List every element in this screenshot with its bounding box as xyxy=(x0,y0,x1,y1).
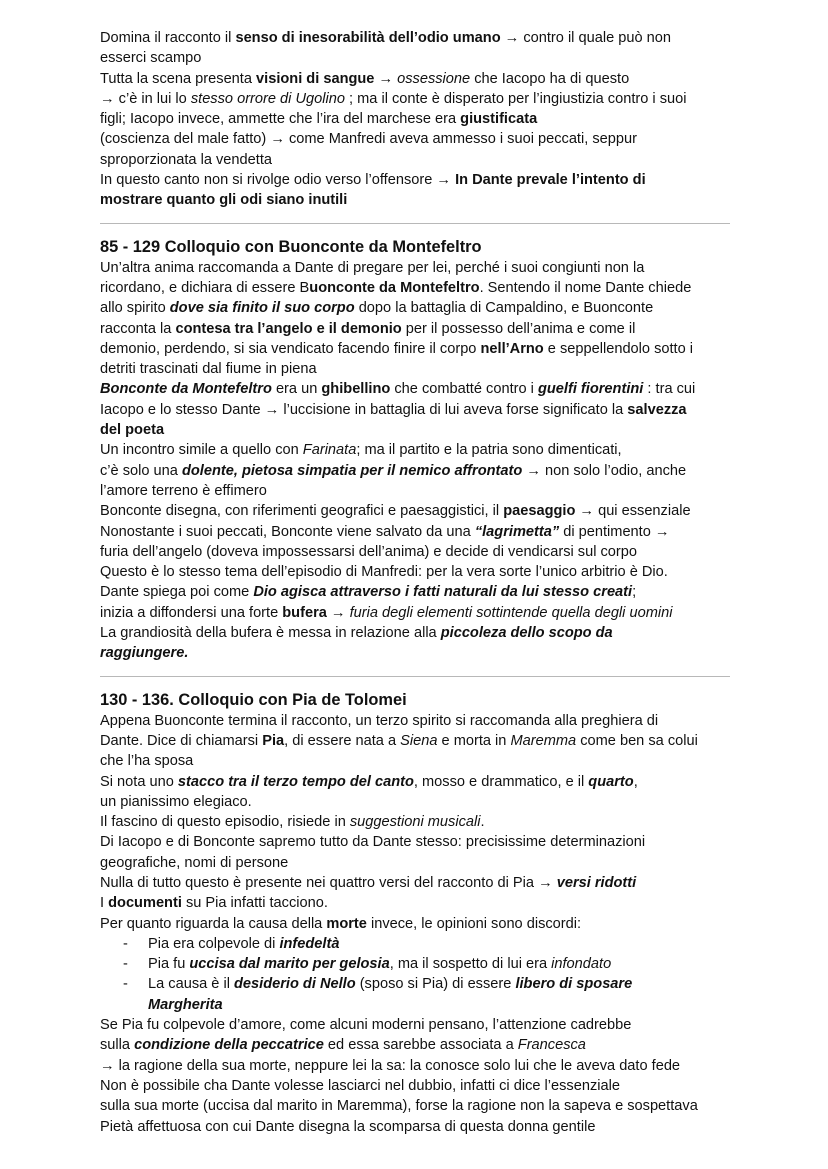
emphasis-text: giustificata xyxy=(460,111,538,128)
text-run: Dante spiega poi come xyxy=(100,584,254,601)
text-run: Appena Buonconte termina il racconto, un terzo spirito si raccomanda alla preghiera di xyxy=(100,712,659,729)
text-run: figli; Iacopo invece, ammette che l’ira del marchese era xyxy=(100,111,461,128)
text-run: La causa è il xyxy=(148,976,234,993)
text-run: Dante. Dice di chiamarsi xyxy=(100,732,263,749)
list-item xyxy=(100,995,730,1015)
bullet-dash: - xyxy=(123,976,128,993)
text-run: dopo la battaglia di Campaldino, e Buonconte xyxy=(354,300,654,317)
text-run: Pia fu xyxy=(148,956,190,973)
text-run: come ben sa colui xyxy=(576,732,698,749)
emphasis-text: infedeltà xyxy=(279,935,340,952)
text-run: , mosso e drammatico, e il xyxy=(413,773,589,790)
text-line xyxy=(100,298,730,318)
text-run: che Iacopo ha di questo xyxy=(470,70,630,87)
text-run: → qui essenziale xyxy=(575,503,691,520)
text-run: c’è solo una xyxy=(100,462,182,479)
section-heading: 85 - 129 Colloquio con Buonconte da Montefeltro xyxy=(100,237,482,256)
emphasis-text: libero di sposare xyxy=(515,976,633,993)
emphasis-text: senso di inesorabilità dell’odio umano xyxy=(235,30,501,46)
emphasis-text: uccisa dal marito per gelosia xyxy=(189,956,390,973)
emphasis-text: contesa tra l’angelo e il demonio xyxy=(175,320,402,337)
text-run: → contro il quale può non xyxy=(500,30,671,46)
text-run: demonio, perdendo, si sia vendicato facendo finire il corpo xyxy=(100,340,481,357)
text-run: e morta in xyxy=(437,732,511,749)
emphasis-text: Margherita xyxy=(148,996,223,1013)
text-run: che combatté contro i xyxy=(390,381,538,398)
bullet-dash: - xyxy=(123,956,128,973)
text-run: , ma il sospetto di lui era xyxy=(389,956,552,973)
text-line xyxy=(100,643,730,663)
text-run: esserci scampo xyxy=(100,50,202,67)
emphasis-text: Pia xyxy=(262,732,285,749)
text-run: → xyxy=(374,70,398,87)
bullet-dash: - xyxy=(123,935,128,952)
text-line xyxy=(100,711,730,731)
list-item xyxy=(100,934,730,954)
emphasis-text: quarto xyxy=(588,773,634,790)
text-line xyxy=(100,420,730,440)
text-run: sproporzionata la vendetta xyxy=(100,151,272,168)
emphasis-text: Farinata xyxy=(302,442,357,459)
text-line xyxy=(100,109,730,129)
text-run: Non è possibile cha Dante volesse lasciarci nel dubbio, infatti ci dice l’essenziale xyxy=(100,1077,620,1094)
text-run: ed essa sarebbe associata a xyxy=(323,1037,518,1054)
emphasis-text: ghibellino xyxy=(321,381,391,398)
text-line xyxy=(100,278,730,298)
emphasis-text: uonconte da Montefeltro xyxy=(309,279,480,296)
text-run: La grandiosità della bufera è messa in relazione alla xyxy=(100,625,441,642)
text-run: e seppellendolo sotto i xyxy=(543,340,694,357)
text-run: , xyxy=(633,773,638,790)
section-divider xyxy=(100,676,730,677)
emphasis-text: documenti xyxy=(108,895,182,912)
emphasis-text: infondato xyxy=(551,956,612,973)
emphasis-text: bufera xyxy=(282,604,327,621)
text-run: Iacopo e lo stesso Dante → l’uccisione in battaglia di lui aveva forse significato la xyxy=(100,401,628,418)
text-run: Un’altra anima raccomanda a Dante di pregare per lei, perché i suoi congiunti non la xyxy=(100,259,645,276)
text-run: → xyxy=(326,604,350,621)
text-run: (coscienza del male fatto) → come Manfredi aveva ammesso i suoi peccati, seppur xyxy=(100,131,637,148)
text-line xyxy=(100,339,730,359)
text-line xyxy=(100,501,730,521)
text-line xyxy=(100,190,730,210)
emphasis-text: visioni di sangue xyxy=(256,70,375,87)
text-line xyxy=(100,170,730,190)
emphasis-text: suggestioni musicali xyxy=(349,814,481,831)
emphasis-text: paesaggio xyxy=(503,503,576,520)
text-run: di pentimento → xyxy=(559,523,670,540)
text-line xyxy=(100,379,730,399)
emphasis-text: versi ridotti xyxy=(556,874,637,891)
text-run: ricordano, e dichiara di essere B xyxy=(100,279,310,296)
text-run: Questo è lo stesso tema dell’episodio di Manfredi: per la vera sorte l’unico arbitrio è Dio. xyxy=(100,564,668,581)
text-run: detriti trascinati dal fiume in piena xyxy=(100,361,317,378)
emphasis-text: guelfi fiorentini xyxy=(537,381,644,398)
text-run: . xyxy=(480,814,485,831)
text-line xyxy=(100,1076,730,1096)
text-line xyxy=(100,731,730,751)
text-run: invece, le opinioni sono discordi: xyxy=(366,915,582,932)
text-run: Pia era colpevole di xyxy=(148,935,280,952)
text-run: Nonostante i suoi peccati, Bonconte viene salvato da una xyxy=(100,523,475,540)
emphasis-text: In Dante prevale l’intento di xyxy=(455,172,646,189)
text-run: Bonconte disegna, con riferimenti geografici e paesaggistici, il xyxy=(100,503,504,520)
emphasis-text: dolente, pietosa simpatia per il nemico affrontato xyxy=(181,462,523,479)
text-line xyxy=(100,603,730,623)
text-line xyxy=(100,129,730,149)
emphasis-text: Siena xyxy=(400,732,438,749)
text-run: Se Pia fu colpevole d’amore, come alcuni moderni pensano, l’attenzione cadrebbe xyxy=(100,1017,632,1034)
text-line xyxy=(100,481,730,501)
text-line xyxy=(100,562,730,582)
section-buonconte xyxy=(100,236,730,664)
text-line xyxy=(100,1117,730,1137)
text-run: → la ragione della sua morte, neppure lei la sa: la conosce solo lui che le aveva dato fede xyxy=(100,1057,681,1074)
text-line xyxy=(100,914,730,934)
emphasis-text: desiderio di Nello xyxy=(234,976,356,993)
text-line xyxy=(100,89,730,109)
text-line xyxy=(100,48,730,68)
text-run: sulla sua morte (uccisa dal marito in Maremma), forse la ragione non la sapeva e sospettava xyxy=(100,1098,698,1115)
text-run: Nulla di tutto questo è presente nei quattro versi del racconto di Pia → xyxy=(100,874,557,891)
text-line xyxy=(100,1056,730,1076)
text-line xyxy=(100,258,730,278)
text-run: racconta la xyxy=(100,320,176,337)
text-run: Domina il racconto il xyxy=(100,30,236,46)
emphasis-text: del poeta xyxy=(100,422,165,439)
text-run: , di essere nata a xyxy=(284,732,401,749)
text-run: In questo canto non si rivolge odio verso l’offensore → xyxy=(100,172,456,189)
text-line xyxy=(100,69,730,89)
text-line xyxy=(100,319,730,339)
list-item xyxy=(100,954,730,974)
text-run: Tutta la scena presenta xyxy=(100,70,257,87)
text-run: ; xyxy=(632,584,637,601)
emphasis-text: “lagrimetta” xyxy=(474,523,560,540)
text-run: su Pia infatti tacciono. xyxy=(181,895,328,912)
emphasis-text: ossessione xyxy=(397,70,471,87)
text-line xyxy=(100,1035,730,1055)
section-heading: 130 - 136. Colloquio con Pia de Tolomei xyxy=(100,690,407,709)
text-line xyxy=(100,522,730,542)
text-run: un pianissimo elegiaco. xyxy=(100,793,252,810)
text-line xyxy=(100,1096,730,1116)
emphasis-text: mostrare quanto gli odi siano inutili xyxy=(100,192,348,209)
text-line xyxy=(100,623,730,643)
emphasis-text: raggiungere. xyxy=(100,645,189,662)
text-run: (sposo si Pia) di essere xyxy=(355,976,516,993)
text-line xyxy=(100,542,730,562)
intro-paragraph xyxy=(100,28,730,211)
text-run: che l’ha sposa xyxy=(100,753,194,770)
text-run: → c’è in lui lo xyxy=(100,90,191,107)
section-body xyxy=(100,258,730,664)
text-line xyxy=(100,772,730,792)
text-run: sulla xyxy=(100,1037,135,1054)
emphasis-text: Bonconte da Montefeltro xyxy=(100,381,272,398)
emphasis-text: salvezza xyxy=(627,401,687,418)
document-page xyxy=(100,28,730,1137)
text-run: inizia a diffondersi una forte xyxy=(100,604,283,621)
emphasis-text: Francesca xyxy=(517,1037,586,1054)
emphasis-text: furia degli elementi sottintende quella degli uomini xyxy=(349,604,673,621)
emphasis-text: Maremma xyxy=(510,732,577,749)
text-line xyxy=(100,28,730,48)
list-item xyxy=(100,974,730,994)
text-line xyxy=(100,582,730,602)
emphasis-text: Dio agisca attraverso i fatti naturali da lui stesso creati xyxy=(253,584,633,601)
section-pia xyxy=(100,689,730,1137)
text-run: allo spirito xyxy=(100,300,170,317)
text-line xyxy=(100,832,730,852)
text-line xyxy=(100,792,730,812)
text-run: l’amore terreno è effimero xyxy=(100,482,267,499)
emphasis-text: condizione della peccatrice xyxy=(134,1037,324,1054)
text-run: per il possesso dell’anima e come il xyxy=(401,320,636,337)
bullet-list xyxy=(100,934,730,1015)
emphasis-text: piccoleza dello scopo da xyxy=(440,625,613,642)
text-run: . Sentendo il nome Dante chiede xyxy=(479,279,692,296)
text-run: Pietà affettuosa con cui Dante disegna la scomparsa di questa donna gentile xyxy=(100,1118,596,1135)
text-run: geografiche, nomi di persone xyxy=(100,854,289,871)
emphasis-text: stacco tra il terzo tempo del canto xyxy=(177,773,414,790)
emphasis-text: stesso orrore di Ugolino xyxy=(190,90,345,107)
section-body xyxy=(100,711,730,934)
text-run: : tra cui xyxy=(643,381,696,398)
emphasis-text: morte xyxy=(326,915,367,932)
text-line xyxy=(100,461,730,481)
text-run: I xyxy=(100,895,109,912)
text-run: Il fascino di questo episodio, risiede in xyxy=(100,814,350,831)
text-line xyxy=(100,751,730,771)
text-line xyxy=(100,1015,730,1035)
text-run: furia dell’angelo (doveva impossessarsi dell’anima) e decide di vendicarsi sul corpo xyxy=(100,543,637,560)
text-run: Per quanto riguarda la causa della xyxy=(100,915,327,932)
text-run: → non solo l’odio, anche xyxy=(522,462,687,479)
text-line xyxy=(100,873,730,893)
text-run: ; ma il conte è disperato per l’ingiustizia contro i suoi xyxy=(344,90,687,107)
text-run: Di Iacopo e di Bonconte sapremo tutto da Dante stesso: precisissime determinazioni xyxy=(100,834,646,851)
text-line xyxy=(100,812,730,832)
emphasis-text: nell’Arno xyxy=(480,340,544,357)
text-line xyxy=(100,400,730,420)
text-line xyxy=(100,893,730,913)
text-run: Un incontro simile a quello con xyxy=(100,442,303,459)
section-body-continued xyxy=(100,1015,730,1137)
text-line xyxy=(100,359,730,379)
text-line xyxy=(100,853,730,873)
emphasis-text: dove sia finito il suo corpo xyxy=(169,300,355,317)
text-line xyxy=(100,150,730,170)
text-run: Si nota uno xyxy=(100,773,178,790)
text-line xyxy=(100,440,730,460)
section-divider xyxy=(100,223,730,224)
text-run: ; ma il partito e la patria sono dimenticati, xyxy=(356,442,622,459)
text-run: era un xyxy=(271,381,322,398)
